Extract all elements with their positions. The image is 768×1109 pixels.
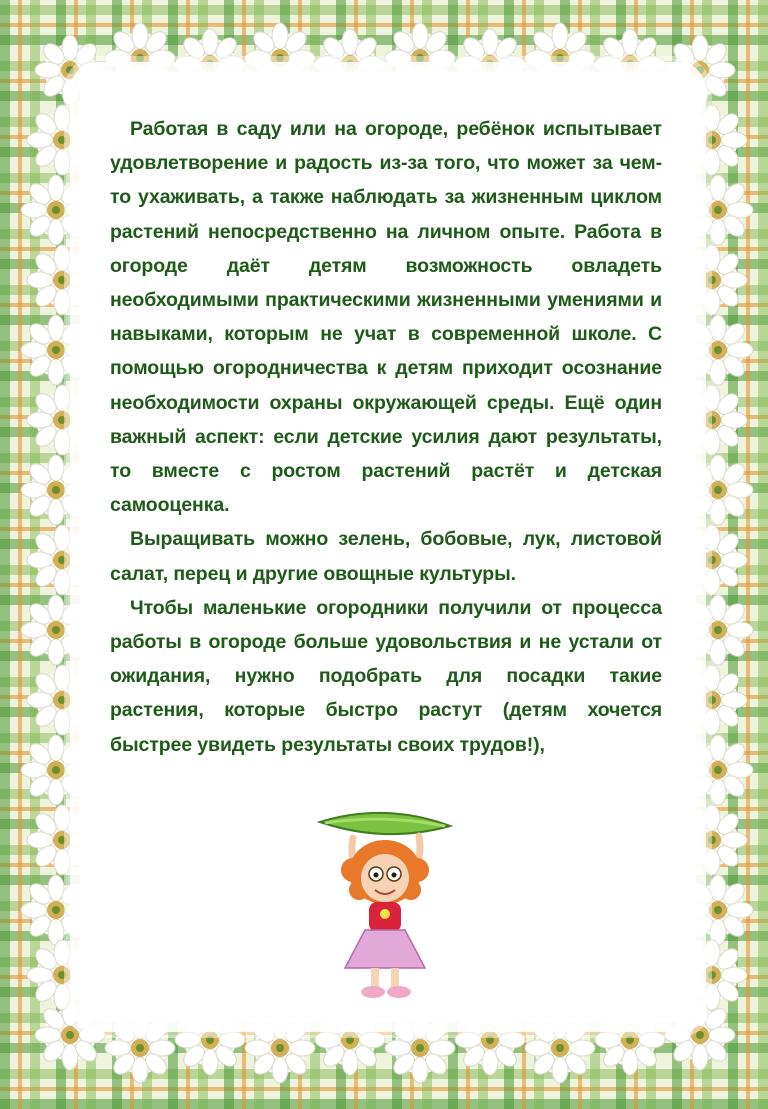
paragraph-2: Выращивать можно зелень, бобовые, лук, листовой салат, перец и другие овощные культуры. (110, 528, 662, 585)
paragraph-1: Работая в саду или на огороде, ребёнок испытывает удовлетворение и радость из-за того, что может за чем-то ухаживать, а также наблюдать за жизненным циклом растений непосредственно на личном опыте. Работа в огороде даёт детям возможность овладеть необходимыми практическими жизненными умениями и навыками, которым не учат в современной школе. С помощью огородничества к детям приходит осознание необходимости охраны окружающей среды. Ещё один важный аспект: если детские усилия дают результаты, то вместе с ростом растений растёт и детская самооценка. (110, 118, 662, 517)
article-text (110, 112, 662, 762)
paragraph-3: Чтобы маленькие огородники получили от процесса работы в огороде больше удовольствия и не устали от ожидания, нужно подобрать для посадки такие растения, которые быстро растут (детям хочется быстрее увидеть результаты своих трудов!), (110, 596, 662, 756)
girl-with-pea-pod-illustration (315, 810, 455, 1000)
